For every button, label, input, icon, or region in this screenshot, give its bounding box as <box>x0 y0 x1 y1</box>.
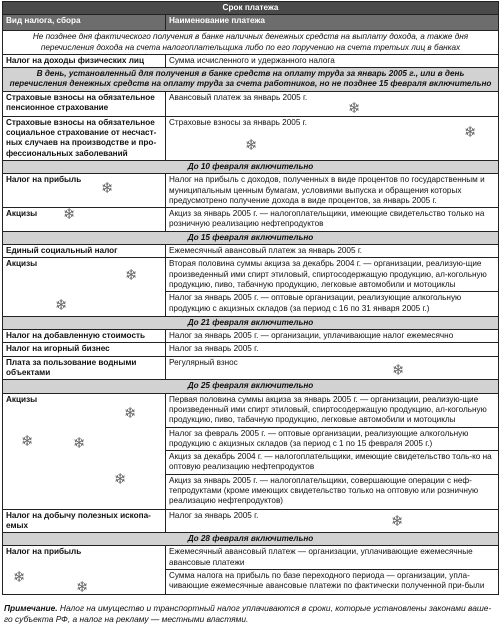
tax-name: Единый социальный налог <box>3 245 166 258</box>
deadline-text: В день, установленный для получения в банке средств на оплату труда за январь 2005 г., или в день перечисления денежных средств на оплату труда за счета работников, но не позднее 15 февраля включительно <box>3 68 499 92</box>
tax-name: Налог на добавленную стоимость <box>3 330 166 343</box>
table-title: Срок платежа <box>3 2 499 15</box>
table-row <box>3 330 499 343</box>
table-row <box>3 393 499 509</box>
tax-calendar <box>2 1 498 595</box>
snowflake-icon: ❄ <box>21 431 34 450</box>
table-row <box>3 258 499 316</box>
payment-description: Акциз за январь 2005 г. — налогоплательщики, совершающие операции с неф-тепродуктами (кроме имеющих свидетельство только на оптовую или розничную реализацию нефтепродуктов) <box>166 474 498 508</box>
payment-description: Налог за январь 2005 г. — организации, уплачивающие налог ежемесячно <box>166 330 499 343</box>
table-row <box>3 91 499 116</box>
table-row <box>3 546 499 594</box>
deadline-text: До 21 февраля включительно <box>3 316 499 329</box>
deadline-text: Не позднее дня фактического получения в банке наличных денежных средств на выплату дохода, а также дня перечисления дохода на счета налогоплательщика либо по его поручению на счета третьих лиц в банках <box>3 31 499 55</box>
snowflake-icon: ❄ <box>245 135 258 154</box>
snowflake-icon: ❄ <box>392 360 405 379</box>
header-row <box>3 2 499 15</box>
table-row <box>3 343 499 356</box>
snowflake-icon: ❄ <box>391 511 404 530</box>
snowflake-icon: ❄ <box>76 578 89 597</box>
table-row <box>3 509 499 533</box>
snowflake-icon: ❄ <box>348 98 361 117</box>
snowflake-icon: ❄ <box>63 205 76 224</box>
deadline-band <box>3 231 499 244</box>
tax-name: Плата за пользование водными объектами <box>3 356 166 380</box>
payment-description: Сумма налога на прибыль по базе переходного периода — организации, упла-чивающие ежемесячные авансовые платежи по фактически полученной при-были <box>166 569 498 593</box>
payment-description: Налог за январь 2005 г. <box>166 343 499 356</box>
tax-name: Налог на прибыль <box>6 547 82 557</box>
snowflake-icon: ❄ <box>73 433 86 452</box>
payment-description: Авансовый платеж за январь 2005 г. <box>169 92 308 102</box>
payment-description: Вторая половина суммы акциза за декабрь 2004 г. — организации, реализую-щие произведенный ими спирт этиловый, спиртосодержащую продукцию, ал-когольную продукцию, пиво, табачную продукцию, легковые автомобили и мотоциклы <box>169 259 487 289</box>
tax-name: Страховые взносы на обязательное пенсионное страхование <box>3 91 166 116</box>
deadline-band <box>3 533 499 546</box>
payment-description: Первая половина суммы акциза за январь 2005 г. — организации, реализую-щие произведенный ими спирт этиловый, спиртосодержащую продукцию, ал-когольную продукцию, пиво, табачную продукцию, легковые автомобили и мотоциклы <box>169 394 487 425</box>
payment-description: Налог за январь 2005 г. <box>169 510 259 520</box>
payment-description: Страховые взносы за январь 2005 г. <box>169 117 307 127</box>
table-row <box>3 208 499 232</box>
deadline-band <box>3 380 499 393</box>
deadline-text: До 28 февраля включительно <box>3 533 499 546</box>
payment-description: Ежемесячный авансовый платеж за январь 2005 г. <box>166 245 499 258</box>
footnote-text: Налог на имущество и транспортный налог уплачиваются в сроки, которые установлены законами ваше-го субъекта РФ, а налог на рекламу — местными властями. <box>4 603 492 624</box>
tax-name: Налог на добычу полезных ископа-емых <box>3 509 166 533</box>
snowflake-icon: ❄ <box>55 296 68 315</box>
tax-name: Налог на игорный бизнес <box>3 343 166 356</box>
column-headers <box>3 15 499 31</box>
footnote <box>4 603 494 625</box>
payment-description: Регулярный взнос <box>169 357 238 367</box>
deadline-band <box>3 160 499 173</box>
deadline-band <box>3 68 499 92</box>
table-row <box>3 54 499 67</box>
tax-name: Налог на доходы физических лиц <box>3 54 166 67</box>
footnote-label: Примечание. <box>4 603 58 613</box>
table-row <box>3 116 499 160</box>
payment-description: Акциз за декабрь 2004 г. — налогоплательщики, имеющие свидетельство толь-ко на оптовую реализацию нефтепродуктов <box>166 450 498 474</box>
tax-name: Страховые взносы на обязательное социальное страхование от несчаст-ных случаев на производстве и про-фессиональных заболеваний <box>3 116 166 160</box>
tax-schedule-table <box>2 1 499 595</box>
deadline-text: До 10 февраля включительно <box>3 160 499 173</box>
deadline-text: До 25 февраля включительно <box>3 380 499 393</box>
column-header-payment: Наименование платежа <box>166 15 499 31</box>
deadline-text: До 15 февраля включительно <box>3 231 499 244</box>
tax-name: Акцизы <box>6 259 38 269</box>
snowflake-icon: ❄ <box>114 469 127 488</box>
deadline-band <box>3 31 499 55</box>
snowflake-icon: ❄ <box>13 568 26 587</box>
payment-description: Налог на прибыль с доходов, полученных в виде процентов по государственным и муниципальным ценным бумагам, условиями выпуска и обращения которых предусмотрено получение дохода в виде процентов, за январь 2005 г. <box>166 174 499 208</box>
tax-name: Налог на прибыль <box>6 175 82 185</box>
column-header-tax: Вид налога, сбора <box>3 15 166 31</box>
tax-name: Акцизы <box>6 209 38 219</box>
payment-description: Сумма исчисленного и удержанного налога <box>166 54 499 67</box>
snowflake-icon: ❄ <box>464 122 477 141</box>
deadline-band <box>3 316 499 329</box>
snowflake-icon: ❄ <box>125 266 138 285</box>
payment-description: Ежемесячный авансовый платеж — организации, уплачивающие ежемесячные авансовые платежи <box>169 547 473 567</box>
payment-description: Налог за январь 2005 г. — оптовые организации, реализующие алкогольную продукцию с акцизных складов (за период с 16 по 31 января 2005 г.) <box>166 291 498 315</box>
snowflake-icon: ❄ <box>101 179 114 198</box>
payment-description: Акциз за январь 2005 г. — налогоплательщики, имеющие свидетельство только на розничную реализацию нефтепродуктов <box>166 208 499 232</box>
payment-description: Налог за февраль 2005 г. — оптовые организации, реализующие алкогольную продукцию с акцизных складов (за период с 1 по 15 февраля 2005 г.) <box>166 427 498 451</box>
tax-name: Акцизы <box>6 394 38 404</box>
table-row <box>3 245 499 258</box>
table-row <box>3 174 499 208</box>
snowflake-icon: ❄ <box>124 403 137 422</box>
table-row <box>3 356 499 380</box>
